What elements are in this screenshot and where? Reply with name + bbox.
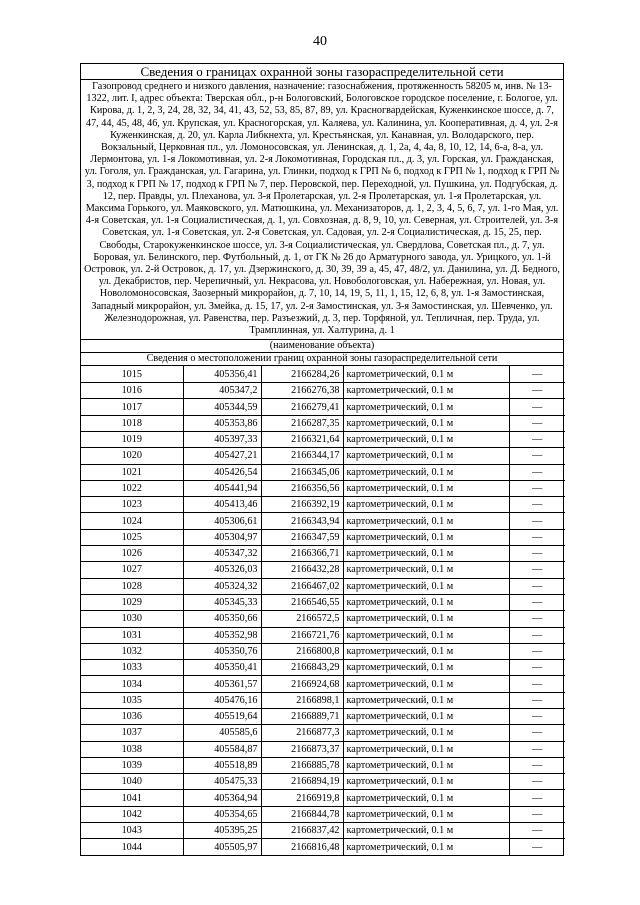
x-coordinate: 405475,33 <box>183 774 261 790</box>
y-coordinate: 2166572,5 <box>261 611 343 627</box>
determination-method: картометрический, 0.1 м <box>343 741 509 757</box>
point-description: — <box>509 546 565 562</box>
point-number: 1025 <box>81 529 183 545</box>
table-row <box>81 643 565 659</box>
point-number: 1034 <box>81 676 183 692</box>
point-description: — <box>509 529 565 545</box>
determination-method: картометрический, 0.1 м <box>343 627 509 643</box>
point-description: — <box>509 594 565 610</box>
table-row <box>81 611 565 627</box>
table-row <box>81 790 565 806</box>
point-number: 1018 <box>81 415 183 431</box>
point-number: 1044 <box>81 839 183 855</box>
x-coordinate: 405354,65 <box>183 806 261 822</box>
table-row <box>81 757 565 773</box>
point-description: — <box>509 431 565 447</box>
point-description: — <box>509 366 565 382</box>
table-row <box>81 725 565 741</box>
y-coordinate: 2166321,64 <box>261 431 343 447</box>
point-number: 1036 <box>81 709 183 725</box>
point-description: — <box>509 660 565 676</box>
document-title: Сведения о границах охранной зоны газораспределительной сети <box>81 64 563 80</box>
determination-method: картометрический, 0.1 м <box>343 366 509 382</box>
determination-method: картометрический, 0.1 м <box>343 529 509 545</box>
x-coordinate: 405347,32 <box>183 546 261 562</box>
point-number: 1017 <box>81 399 183 415</box>
determination-method: картометрический, 0.1 м <box>343 725 509 741</box>
x-coordinate: 405427,21 <box>183 448 261 464</box>
x-coordinate: 405505,97 <box>183 839 261 855</box>
y-coordinate: 2166894,19 <box>261 774 343 790</box>
object-description: Газопровод среднего и низкого давления, назначение: газоснабжения, протяженность 58205 м, инв. № 13-1322, лит. I, адрес объекта: Тверская обл., р-н Бологовский, Бологовское городское поселение, г. Бологое, ул. Кирова, д. 1, 2, 3, 24, 28, 32, 34, 41, 43, 52, 53, 85, 87, 89, ул. Красногвардейская, Куженкинское шоссе, д. 7, 47, 44, 45, 48, 46, ул. Крупская, ул. Красногорская, ул. Каляева, ул. Калинина, ул. Кооперативная, д. 4, ул. 2-я Куженкинская, д. 20, ул. Карла Либкнехта, ул. Крестьянская, ул. Канавная, ул. Володарского, пер. Вокзальный, Церковная пл., ул. Ломоносовская, ул. Ленинская, д. 1, 2а, 4, 4а, 8, 10, 12, 14, 6-а, 8-а, ул. Лермонтова, ул. 1-я Локомотивная, ул. 2-я Локомотивная, Городская пл., д. 3, ул. Горская, ул. Гражданская, ул. Гоголя, ул. Гражданская, ул. Гагарина, ул. Глинки, подход к ГРП № 6, подход к ГРП № 1, подход к ГРП № 3, подход к ГРП № 17, подход к ГРП № 7, пер. Перовской, пер. Переходной, ул. Пушкина, ул. Подгубская, д. 12, пер. Правды, ул. Плеханова, ул. 3-я Пролетарская, ул. 2-я Пролетарская, ул. 1-я Пролетарская, ул. Максима Горького, ул. Маяковского, ул. Матюшкина, ул. Механизаторов, д. 1, 2, 3, 4, 5, 6, 7, ул. 1-го Мая, ул. 4-я Советская, ул. 1-я Социалистическая, д. 1, ул. Совхозная, д. 8, 9, 10, ул. Северная, ул. Строителей, ул. 3-я Советская, ул. 1-я Советская, ул. 2-я Советская, ул. Садовая, ул. 2-я Социалистическая, д. 15, 25, пер. Свободы, Старокуженкинское шоссе, ул. 3-я Социалистическая, ул. Свердлова, Советская пл., д. 7, ул. Боровая, ул. Белинского, пер. Футбольный, д. 1, от ГК № 26 до Арматурного завода, ул. Урицкого, ул. 1-й Островок, ул. 2-й Островок, д. 17, ул. Дзержинского, д. 30, 39, 39 а, 45, 47, 48/2, ул. Данилина, ул. Д. Бедного, ул. Декабристов, пер. Черепичный, ул. Некрасова, ул. Новобологовская, ул. Набережная, ул. Новая, ул. Новоломоносовская, Заозерный микрорайон, д. 7, 10, 14, 19, 5, 11, 1, 15, 12, 6, 8, ул. 1-я Замостинская, Западный микрорайон, ул. Змейка, д. 15, 17, ул. 2-я Замостинская, ул. 3-я Замостинская, ул. Шевченко, ул. Железнодорожная, ул. Равенства, пер. Разъезжий, д. 3, пер. Торфяной, ул. Тепличная, пер. Труда, ул. Трамплинная, ул. Халтурина, д. 1 <box>81 80 563 340</box>
determination-method: картометрический, 0.1 м <box>343 562 509 578</box>
x-coordinate: 405344,59 <box>183 399 261 415</box>
point-number: 1030 <box>81 611 183 627</box>
x-coordinate: 405345,33 <box>183 594 261 610</box>
determination-method: картометрический, 0.1 м <box>343 709 509 725</box>
point-description: — <box>509 676 565 692</box>
y-coordinate: 2166898,1 <box>261 692 343 708</box>
point-number: 1035 <box>81 692 183 708</box>
y-coordinate: 2166276,38 <box>261 383 343 399</box>
determination-method: картометрический, 0.1 м <box>343 774 509 790</box>
object-caption: (наименование объекта) <box>81 340 563 353</box>
point-number: 1024 <box>81 513 183 529</box>
point-number: 1029 <box>81 594 183 610</box>
point-description: — <box>509 790 565 806</box>
point-description: — <box>509 741 565 757</box>
determination-method: картометрический, 0.1 м <box>343 611 509 627</box>
point-number: 1026 <box>81 546 183 562</box>
determination-method: картометрический, 0.1 м <box>343 643 509 659</box>
x-coordinate: 405519,64 <box>183 709 261 725</box>
table-row <box>81 415 565 431</box>
determination-method: картометрический, 0.1 м <box>343 594 509 610</box>
x-coordinate: 405347,2 <box>183 383 261 399</box>
table-row <box>81 823 565 839</box>
x-coordinate: 405426,54 <box>183 464 261 480</box>
table-row <box>81 448 565 464</box>
point-number: 1041 <box>81 790 183 806</box>
table-row <box>81 431 565 447</box>
x-coordinate: 405324,32 <box>183 578 261 594</box>
table-row <box>81 366 565 382</box>
y-coordinate: 2166800,8 <box>261 643 343 659</box>
y-coordinate: 2166873,37 <box>261 741 343 757</box>
point-description: — <box>509 725 565 741</box>
point-description: — <box>509 399 565 415</box>
x-coordinate: 405441,94 <box>183 480 261 496</box>
y-coordinate: 2166816,48 <box>261 839 343 855</box>
table-row <box>81 480 565 496</box>
x-coordinate: 405350,66 <box>183 611 261 627</box>
y-coordinate: 2166287,35 <box>261 415 343 431</box>
y-coordinate: 2166843,29 <box>261 660 343 676</box>
y-coordinate: 2166343,94 <box>261 513 343 529</box>
y-coordinate: 2166344,17 <box>261 448 343 464</box>
x-coordinate: 405350,76 <box>183 643 261 659</box>
y-coordinate: 2166924,68 <box>261 676 343 692</box>
point-description: — <box>509 448 565 464</box>
determination-method: картометрический, 0.1 м <box>343 464 509 480</box>
determination-method: картометрический, 0.1 м <box>343 431 509 447</box>
x-coordinate: 405352,98 <box>183 627 261 643</box>
point-number: 1042 <box>81 806 183 822</box>
y-coordinate: 2166837,42 <box>261 823 343 839</box>
y-coordinate: 2166877,3 <box>261 725 343 741</box>
table-row <box>81 562 565 578</box>
x-coordinate: 405353,86 <box>183 415 261 431</box>
determination-method: картометрический, 0.1 м <box>343 692 509 708</box>
table-row <box>81 660 565 676</box>
table-row <box>81 529 565 545</box>
x-coordinate: 405413,46 <box>183 497 261 513</box>
point-number: 1021 <box>81 464 183 480</box>
point-description: — <box>532 841 543 853</box>
point-number: 1032 <box>81 643 183 659</box>
point-number: 1023 <box>81 497 183 513</box>
determination-method: картометрический, 0.1 м <box>343 513 509 529</box>
point-description: — <box>509 757 565 773</box>
determination-method: картометрический, 0.1 м <box>343 676 509 692</box>
point-description: — <box>509 497 565 513</box>
x-coordinate: 405306,61 <box>183 513 261 529</box>
determination-method: картометрический, 0.1 м <box>343 383 509 399</box>
x-coordinate: 405326,03 <box>183 562 261 578</box>
table-row <box>81 839 565 855</box>
y-coordinate: 2166347,59 <box>261 529 343 545</box>
y-coordinate: 2166885,78 <box>261 757 343 773</box>
x-coordinate: 405476,16 <box>183 692 261 708</box>
point-description: — <box>509 709 565 725</box>
y-coordinate: 2166345,06 <box>261 464 343 480</box>
boundary-document <box>80 63 564 856</box>
x-coordinate: 405584,87 <box>183 741 261 757</box>
y-coordinate: 2166546,55 <box>261 594 343 610</box>
y-coordinate: 2166721,76 <box>261 627 343 643</box>
determination-method: картометрический, 0.1 м <box>343 757 509 773</box>
table-row <box>81 513 565 529</box>
point-number: 1039 <box>81 757 183 773</box>
point-number: 1019 <box>81 431 183 447</box>
point-number: 1040 <box>81 774 183 790</box>
y-coordinate: 2166366,71 <box>261 546 343 562</box>
point-description: — <box>509 383 565 399</box>
y-coordinate: 2166467,02 <box>261 578 343 594</box>
y-coordinate: 2166919,8 <box>261 790 343 806</box>
y-coordinate: 2166889,71 <box>261 709 343 725</box>
determination-method: картометрический, 0.1 м <box>343 839 509 855</box>
determination-method: картометрический, 0.1 м <box>343 823 509 839</box>
point-number: 1038 <box>81 741 183 757</box>
point-number: 1043 <box>81 823 183 839</box>
point-description: — <box>509 823 565 839</box>
table-row <box>81 627 565 643</box>
point-description: — <box>509 643 565 659</box>
point-number: 1031 <box>81 627 183 643</box>
x-coordinate: 405304,97 <box>183 529 261 545</box>
point-description: — <box>509 464 565 480</box>
y-coordinate: 2166279,41 <box>261 399 343 415</box>
point-number: 1022 <box>81 480 183 496</box>
point-number: 1027 <box>81 562 183 578</box>
table-row <box>81 594 565 610</box>
table-row <box>81 546 565 562</box>
table-row <box>81 806 565 822</box>
determination-method: картометрический, 0.1 м <box>343 806 509 822</box>
determination-method: картометрический, 0.1 м <box>343 546 509 562</box>
point-description: — <box>509 806 565 822</box>
determination-method: картометрический, 0.1 м <box>343 660 509 676</box>
determination-method: картометрический, 0.1 м <box>343 578 509 594</box>
point-number: 1037 <box>81 725 183 741</box>
table-row <box>81 676 565 692</box>
table-row <box>81 464 565 480</box>
table-row <box>81 774 565 790</box>
table-row <box>81 692 565 708</box>
determination-method: картометрический, 0.1 м <box>343 399 509 415</box>
x-coordinate: 405397,33 <box>183 431 261 447</box>
y-coordinate: 2166284,26 <box>261 366 343 382</box>
determination-method: картометрический, 0.1 м <box>343 415 509 431</box>
y-coordinate: 2166356,56 <box>261 480 343 496</box>
point-number: 1015 <box>81 366 183 382</box>
point-number: 1033 <box>81 660 183 676</box>
x-coordinate: 405518,89 <box>183 757 261 773</box>
point-description: — <box>509 692 565 708</box>
table-row <box>81 399 565 415</box>
section-heading: Сведения о местоположении границ охранной зоны газораспределительной сети <box>81 353 563 366</box>
table-row <box>81 497 565 513</box>
y-coordinate: 2166392,19 <box>261 497 343 513</box>
point-number: 1020 <box>81 448 183 464</box>
y-coordinate: 2166844,78 <box>261 806 343 822</box>
table-row <box>81 383 565 399</box>
x-coordinate: 405361,57 <box>183 676 261 692</box>
point-description: — <box>509 415 565 431</box>
determination-method: картометрический, 0.1 м <box>343 790 509 806</box>
point-description: — <box>509 480 565 496</box>
x-coordinate: 405350,41 <box>183 660 261 676</box>
x-coordinate: 405356,41 <box>183 366 261 382</box>
determination-method: картометрический, 0.1 м <box>343 497 509 513</box>
determination-method: картометрический, 0.1 м <box>343 480 509 496</box>
coordinates-table <box>81 366 565 855</box>
table-row <box>81 709 565 725</box>
point-number: 1028 <box>81 578 183 594</box>
point-description: — <box>509 513 565 529</box>
x-coordinate: 405364,94 <box>183 790 261 806</box>
determination-method: картометрический, 0.1 м <box>343 448 509 464</box>
point-description: — <box>509 627 565 643</box>
x-coordinate: 405395,25 <box>183 823 261 839</box>
point-description: — <box>509 611 565 627</box>
table-row <box>81 578 565 594</box>
point-number: 1016 <box>81 383 183 399</box>
y-coordinate: 2166432,28 <box>261 562 343 578</box>
table-row <box>81 741 565 757</box>
point-description: — <box>509 774 565 790</box>
point-description: — <box>509 562 565 578</box>
page-number: 40 <box>313 34 327 49</box>
point-description: — <box>509 578 565 594</box>
x-coordinate: 405585,6 <box>183 725 261 741</box>
